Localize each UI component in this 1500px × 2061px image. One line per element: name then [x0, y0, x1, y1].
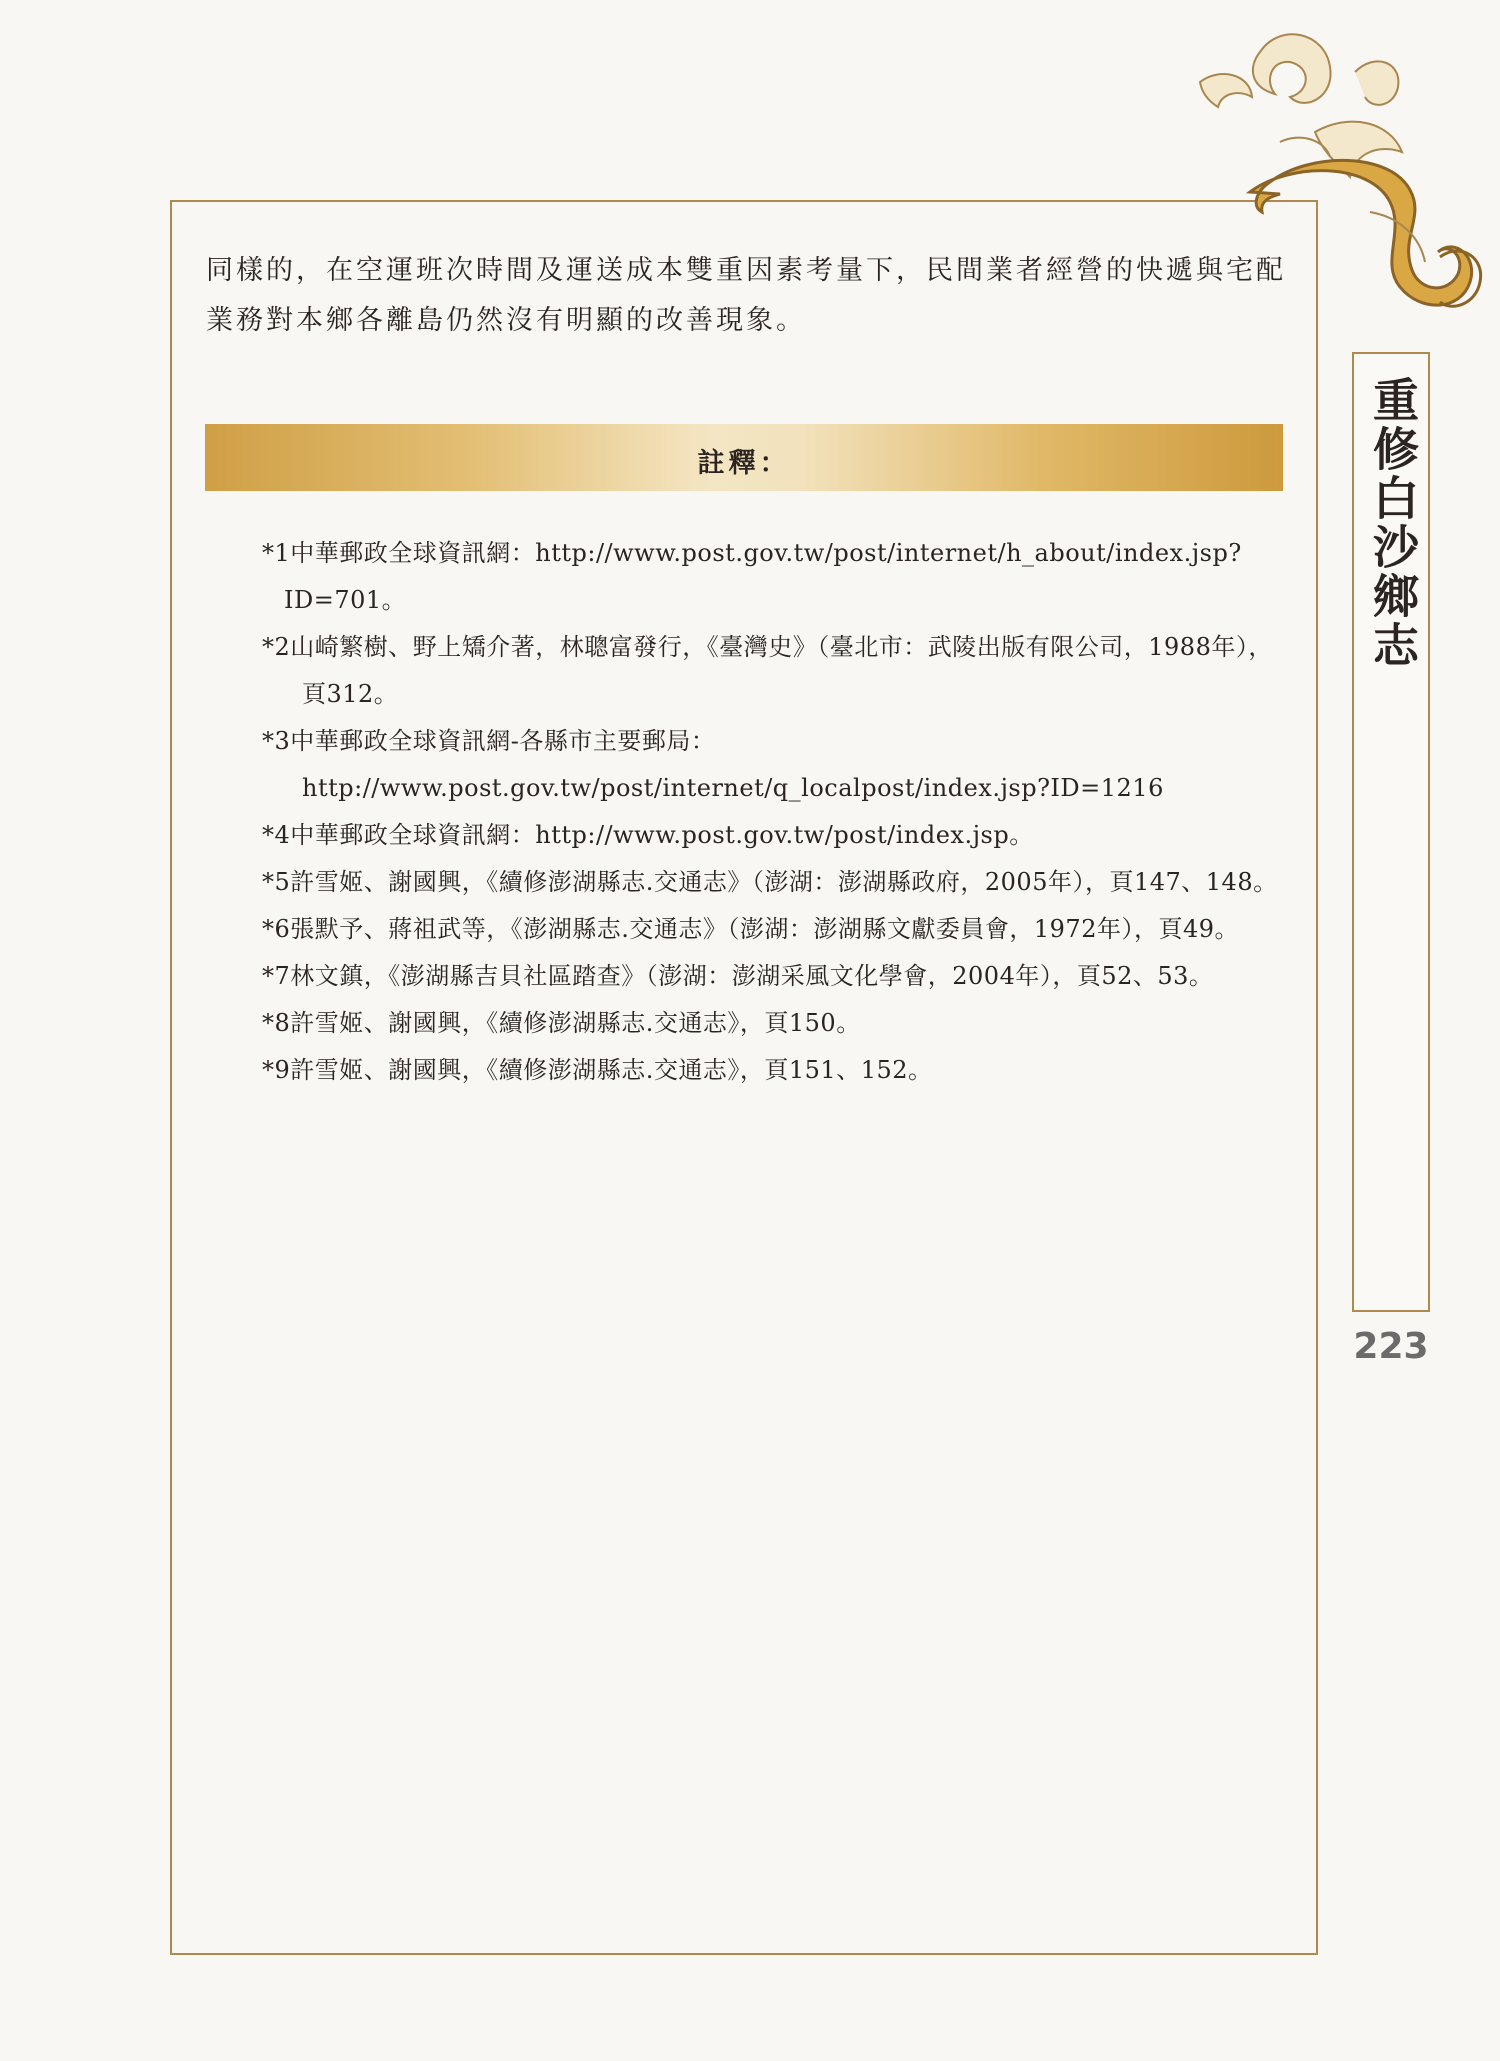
note-item: *3中華郵政全球資訊網-各縣市主要郵局：http://www.post.gov.tw/post/internet/q_localpost/index.jsp?ID=1216	[262, 727, 1164, 802]
note-item: *9許雪姬、謝國興，《續修澎湖縣志.交通志》，頁151、152。	[262, 1056, 933, 1084]
note-item: *7林文鎮，《澎湖縣吉貝社區踏查》（澎湖：澎湖采風文化學會，2004年），頁52、53。	[262, 962, 1214, 990]
note-item: *1中華郵政全球資訊網：http://www.post.gov.tw/post/internet/h_about/index.jsp?ID=701。	[262, 539, 1242, 614]
note-item: *6張默予、蔣祖武等，《澎湖縣志.交通志》（澎湖：澎湖縣文獻委員會，1972年），頁49。	[262, 915, 1240, 943]
notes-banner	[205, 424, 1283, 491]
note-item: *5許雪姬、謝國興，《續修澎湖縣志.交通志》（澎湖：澎湖縣政府，2005年），頁147、148。	[262, 868, 1278, 896]
note-item: *8許雪姬、謝國興，《續修澎湖縣志.交通志》，頁150。	[262, 1009, 861, 1037]
notes-title: 註釋：	[697, 448, 791, 479]
note-item: *4中華郵政全球資訊網：http://www.post.gov.tw/post/index.jsp。	[262, 821, 1034, 849]
notes-list	[262, 530, 1282, 1094]
body-paragraph: 同樣的，在空運班次時間及運送成本雙重因素考量下，民間業者經營的快遞與宅配業務對本鄉各離島仍然沒有明顯的改善現象。	[206, 255, 1286, 336]
book-title-vertical: 重修白沙鄉志	[1366, 376, 1420, 670]
page-number: 223	[1353, 1326, 1429, 1367]
chapter-side-tab	[1352, 352, 1430, 1312]
note-item: *2山崎繁樹、野上矯介著，林聰富發行，《臺灣史》（臺北市：武陵出版有限公司，1988年），頁312。	[262, 633, 1273, 708]
